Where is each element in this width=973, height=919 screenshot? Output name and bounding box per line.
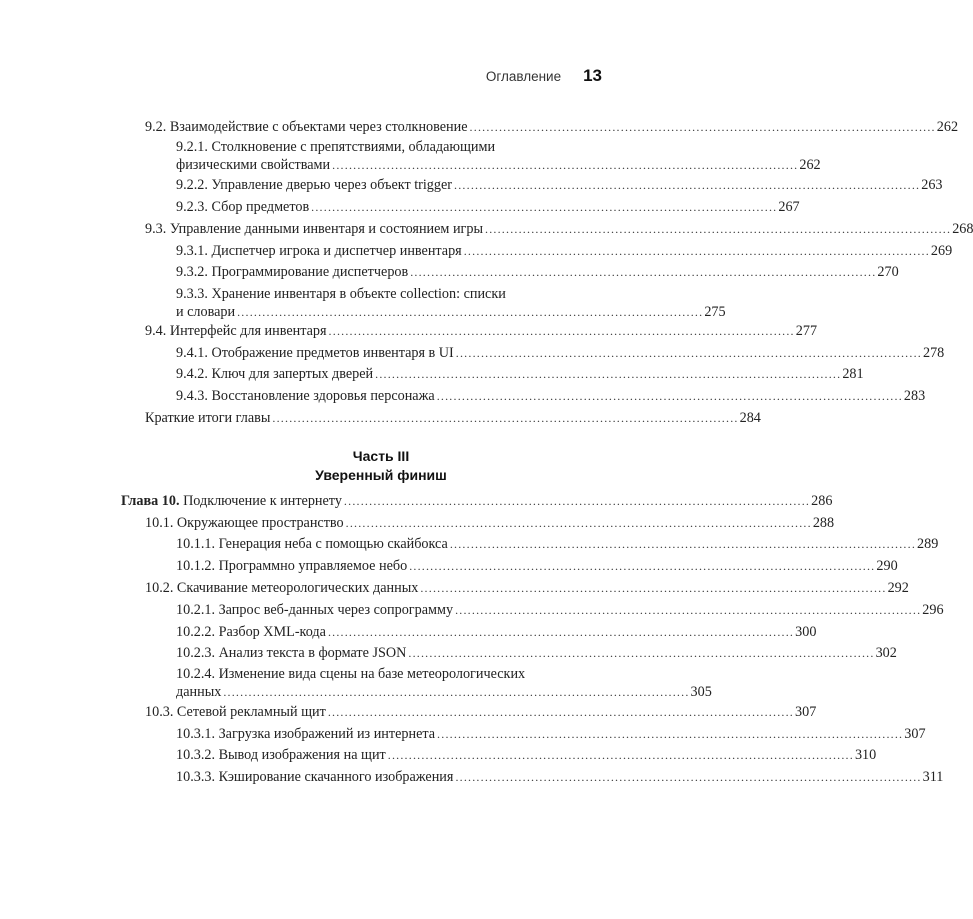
toc-entry-title: 10.2.4. Изменение вида сцены на базе метеорологических <box>176 666 526 682</box>
dot-leader: ............................................................................................................... <box>454 178 921 192</box>
dot-leader: ............................................................................................................... <box>345 516 812 530</box>
dot-leader: ............................................................................................................... <box>410 265 877 279</box>
part-title: Уверенный финиш <box>315 467 447 483</box>
toc-entry-page: 278 <box>922 345 945 361</box>
toc-entry-page: 277 <box>795 323 818 339</box>
running-header-section: Оглавление <box>485 69 562 84</box>
toc-entry-title: 9.4.2. Ключ для запертых дверей <box>176 366 374 382</box>
toc-entry <box>176 557 898 575</box>
toc-entry-title: 10.3. Сетевой рекламный щит <box>145 704 326 720</box>
toc-entry <box>176 535 939 553</box>
dot-leader: ............................................................................................................... <box>455 346 922 360</box>
toc-entry-title: физическими свойствами <box>176 157 331 173</box>
toc-entry <box>145 514 835 532</box>
dot-leader: ............................................................................................................... <box>449 537 917 551</box>
toc-entry <box>176 746 877 764</box>
toc-entry-page: 288 <box>812 515 835 531</box>
toc-entry-title: 9.2.2. Управление дверью через объект trigger <box>176 177 453 193</box>
dot-leader: ............................................................................................................... <box>485 222 952 236</box>
toc-entry-line <box>145 220 973 238</box>
toc-entry-title: 10.2.2. Разбор XML-кода <box>176 624 326 640</box>
toc-entry-line <box>145 579 909 597</box>
toc-entry-line <box>176 601 944 619</box>
toc-entry-title: 10.1. Окружающее пространство <box>145 515 344 531</box>
toc-entry-line <box>176 176 943 194</box>
toc-entry-line <box>176 198 800 216</box>
toc-entry-title: 10.3.3. Кэширование скачанного изображения <box>176 769 454 785</box>
toc-entry-line <box>176 344 945 362</box>
dot-leader: ............................................................................................................... <box>437 727 904 741</box>
toc-entry-title: 9.3.3. Хранение инвентаря в объекте collection: списки <box>176 286 506 302</box>
toc-entry-title: 9.4.3. Восстановление здоровья персонажа <box>176 388 435 404</box>
dot-leader: ............................................................................................................... <box>420 581 887 595</box>
toc-entry-title: 9.3.1. Диспетчер игрока и диспетчер инвентаря <box>176 243 462 259</box>
dot-leader: ............................................................................................................... <box>327 705 795 719</box>
toc-entry-page: 307 <box>795 704 817 720</box>
toc-entry-page: 275 <box>704 304 726 320</box>
toc-entry-line <box>145 703 817 721</box>
toc-entry <box>145 703 817 721</box>
toc-entry-page: 269 <box>930 243 953 259</box>
toc-entry-line <box>176 242 953 260</box>
toc-entry <box>176 623 817 641</box>
toc-entry-page: 270 <box>877 264 899 280</box>
dot-leader: ............................................................................................................... <box>237 305 704 319</box>
page-number: 13 <box>583 66 602 85</box>
toc-entry <box>145 409 761 427</box>
toc-entry-line <box>176 623 817 641</box>
toc-entry-title: 9.3.2. Программирование диспетчеров <box>176 264 409 280</box>
dot-leader: ............................................................................................................... <box>455 770 922 784</box>
dot-leader: ............................................................................................................... <box>455 603 922 617</box>
toc-entry-line <box>176 644 897 662</box>
toc-entry <box>145 322 818 340</box>
toc-entry <box>176 198 800 216</box>
toc-entry-line <box>145 409 761 427</box>
toc-entry-title: данных <box>176 684 222 700</box>
toc-entry-title: Краткие итоги главы <box>145 410 271 426</box>
toc-entry-page: 311 <box>922 769 944 785</box>
toc-entry-line <box>176 387 926 405</box>
toc-entry-line <box>176 535 939 553</box>
toc-entry-line <box>176 768 944 786</box>
toc-entry-title: 9.2.1. Столкновение с препятствиями, обладающими <box>176 139 496 155</box>
dot-leader: ............................................................................................................... <box>387 748 854 762</box>
dot-leader: ............................................................................................................... <box>332 158 799 172</box>
toc-entry <box>176 138 821 174</box>
toc-entry-line <box>176 683 712 701</box>
dot-leader: ............................................................................................................... <box>409 559 876 573</box>
dot-leader: ............................................................................................................... <box>328 324 795 338</box>
toc-entry-title: 10.3.1. Загрузка изображений из интернета <box>176 726 436 742</box>
toc-entry-page: 284 <box>739 410 761 426</box>
toc-entry <box>176 242 953 260</box>
toc-entry-title: 9.4. Интерфейс для инвентаря <box>145 323 327 339</box>
toc-entry-page: 281 <box>842 366 864 382</box>
toc-entry-page: 268 <box>952 221 973 237</box>
toc-entry-line <box>176 263 899 281</box>
toc-entry <box>176 365 864 383</box>
toc-entry-line <box>176 303 726 321</box>
toc-entry-page: 296 <box>922 602 944 618</box>
dot-leader: ............................................................................................................... <box>469 120 936 134</box>
toc-entry-line <box>145 514 835 532</box>
toc-entry-page: 307 <box>904 726 926 742</box>
toc-entry-page: 302 <box>875 645 897 661</box>
toc-entry <box>176 387 926 405</box>
toc-entry <box>176 665 712 701</box>
toc-entry-title: 10.2.3. Анализ текста в формате JSON <box>176 645 407 661</box>
toc-entry <box>176 263 899 281</box>
toc-entry-page: 267 <box>778 199 800 215</box>
toc-entry-line <box>145 118 959 136</box>
toc-entry-title: и словари <box>176 304 236 320</box>
toc-entry-title: 9.2. Взаимодействие с объектами через столкновение <box>145 119 468 135</box>
toc-entry <box>176 725 926 743</box>
dot-leader: ............................................................................................................... <box>343 494 811 508</box>
toc-entry-title: 9.4.1. Отображение предметов инвентаря в UI <box>176 345 454 361</box>
dot-leader: ............................................................................................................... <box>408 646 875 660</box>
toc-entry-title: 10.1.2. Программно управляемое небо <box>176 558 408 574</box>
chapter-page: 286 <box>811 493 833 509</box>
dot-leader: ............................................................................................................... <box>223 685 690 699</box>
dot-leader: ............................................................................................................... <box>311 200 778 214</box>
dot-leader: ............................................................................................................... <box>436 389 903 403</box>
toc-entry-title <box>121 492 342 510</box>
toc-entry-title: 10.3.2. Вывод изображения на щит <box>176 747 386 763</box>
toc-entry <box>176 601 944 619</box>
toc-entry <box>176 285 726 321</box>
toc-entry-page: 283 <box>903 388 926 404</box>
toc-entry-page: 300 <box>795 624 817 640</box>
chapter-title: Подключение к интернету <box>183 493 342 509</box>
toc-entry <box>176 644 897 662</box>
chapter-label: Глава 10. <box>121 493 180 509</box>
toc-entry-page: 263 <box>921 177 943 193</box>
toc-entry-title: 9.3. Управление данными инвентаря и состоянием игры <box>145 221 483 237</box>
toc-entry-title: 10.1.1. Генерация неба с помощью скайбокса <box>176 536 448 552</box>
toc-entry-line <box>176 725 926 743</box>
toc-entry-line <box>145 322 818 340</box>
toc-entry <box>176 344 945 362</box>
toc-entry <box>176 768 944 786</box>
dot-leader: ............................................................................................................... <box>327 625 795 639</box>
toc-entry-line <box>176 746 877 764</box>
toc-entry-page: 262 <box>799 157 821 173</box>
toc-entry <box>145 579 909 597</box>
toc-entry-page: 290 <box>876 558 898 574</box>
toc-entry-title: 9.2.3. Сбор предметов <box>176 199 310 215</box>
toc-entry-line <box>176 365 864 383</box>
toc-entry-title: 10.2.1. Запрос веб-данных через сопрограмму <box>176 602 454 618</box>
toc-entry-page: 305 <box>690 684 712 700</box>
toc-entry-title: 10.2. Скачивание метеорологических данных <box>145 580 419 596</box>
toc-entry-line <box>176 557 898 575</box>
dot-leader: ............................................................................................................... <box>272 411 739 425</box>
toc-entry-line <box>121 492 833 510</box>
toc-entry-line <box>176 156 821 174</box>
toc-entry-page: 292 <box>887 580 909 596</box>
toc-entry <box>145 118 959 136</box>
part-label: Часть III <box>352 448 410 464</box>
toc-entry-page: 310 <box>854 747 877 763</box>
toc-entry-page: 289 <box>917 536 939 552</box>
dot-leader: ............................................................................................................... <box>463 244 930 258</box>
toc-entry <box>145 220 973 238</box>
dot-leader: ............................................................................................................... <box>375 367 842 381</box>
running-header <box>486 66 602 86</box>
toc-entry <box>176 176 943 194</box>
toc-entry-page: 262 <box>936 119 959 135</box>
toc-chapter-entry <box>121 492 833 510</box>
